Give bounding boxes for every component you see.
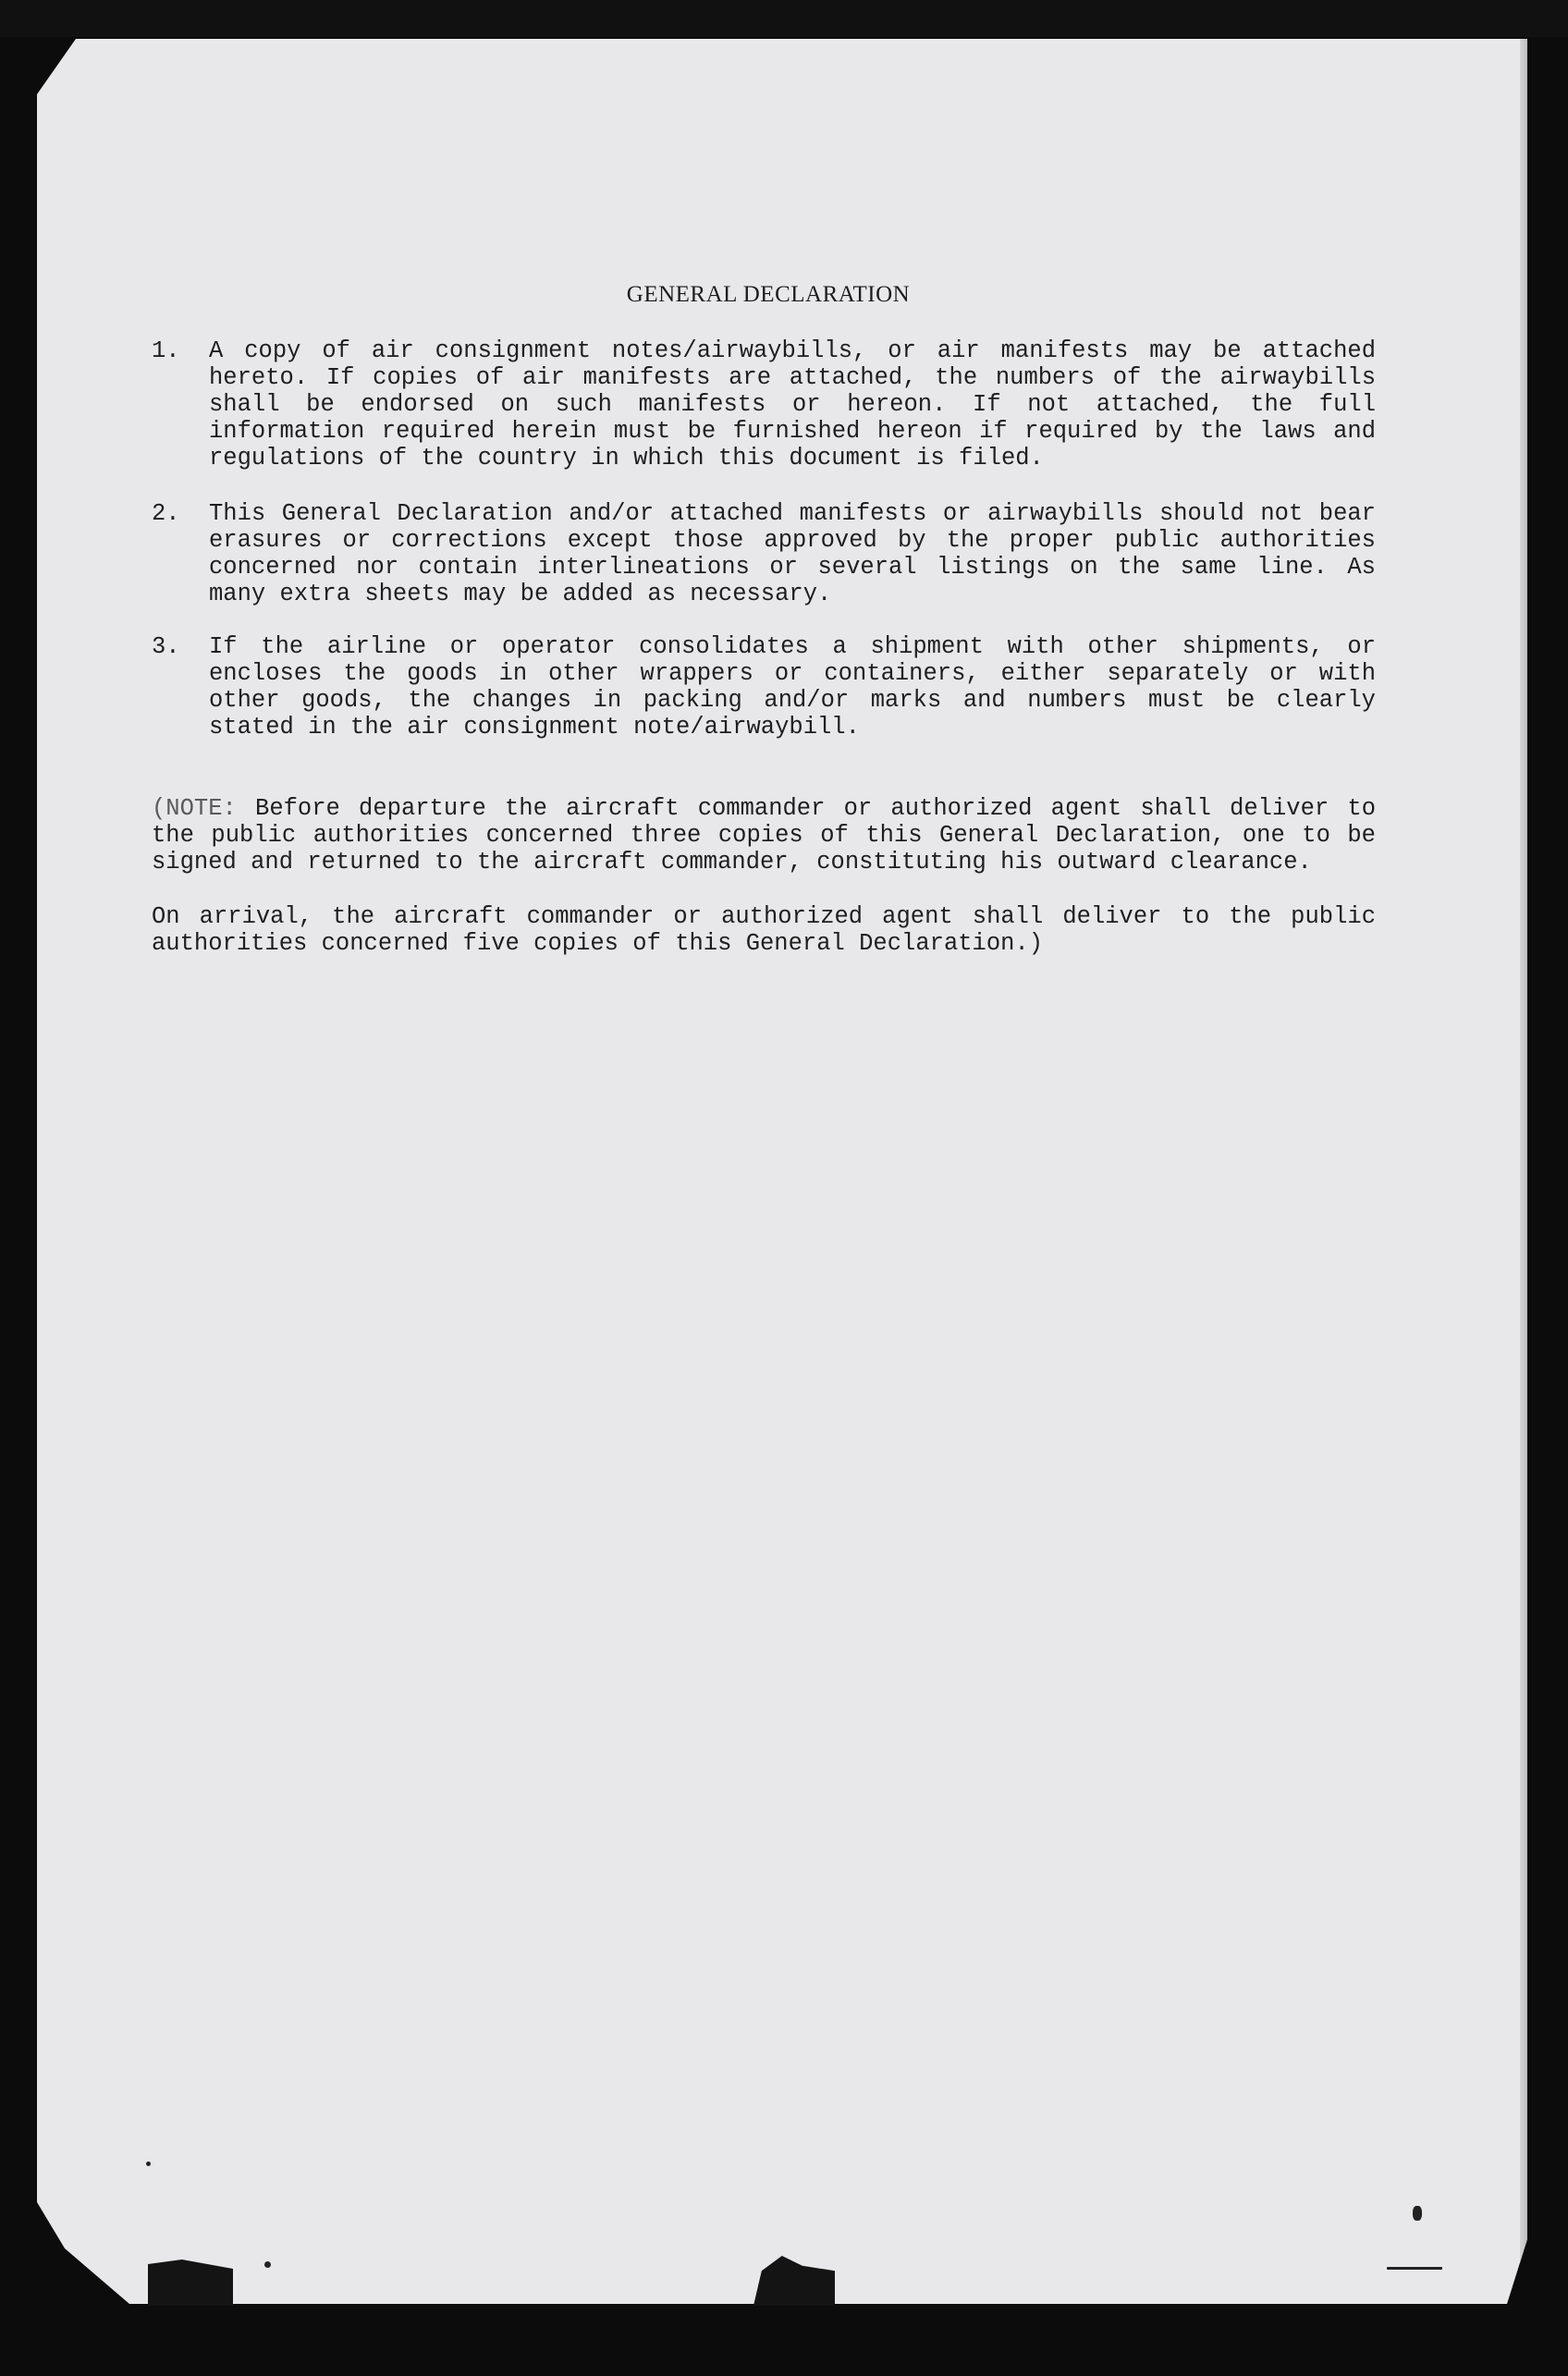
item-3-number: 3. bbox=[152, 633, 180, 660]
scan-smudge bbox=[148, 2260, 233, 2306]
item-1-text: A copy of air consignment notes/airwaybills, or air manifests may be attached hereto. If copies of air manifests are attached, the numbers of the airwaybills shall be endorsed on such manifests or hereon. If not attached, the full information required herein must be furnished hereon if required by the laws and regulations of the country in which this document is filed. bbox=[209, 337, 1376, 472]
item-2-text: This General Declaration and/or attached manifests or airwaybills should not bear erasures or corrections except those approved by the proper public authorities concerned nor contain interlineations or several listings on the same line. As many extra sheets may be added as necessary. bbox=[209, 500, 1376, 607]
item-1-number: 1. bbox=[152, 337, 180, 364]
scan-border bbox=[0, 0, 1568, 37]
scan-speck bbox=[264, 2261, 271, 2268]
item-2-number: 2. bbox=[152, 500, 180, 527]
document-title: GENERAL DECLARATION bbox=[626, 282, 911, 307]
scan-speck bbox=[1387, 2267, 1442, 2270]
note-text: Before departure the aircraft commander or authorized agent shall deliver to the public authorities concerned three copies of this General Declaration, one to be signed and returned to the aircraft commander, constituting his outward clearance. bbox=[152, 795, 1376, 876]
arrival-note: On arrival, the aircraft commander or authorized agent shall deliver to the public authorities concerned five copies of this General Declaration.) bbox=[152, 903, 1376, 957]
departure-note bbox=[152, 795, 1376, 876]
scan-speck bbox=[146, 2162, 151, 2166]
note-lead: (NOTE: bbox=[152, 795, 237, 822]
item-3-text: If the airline or operator consolidates a shipment with other shipments, or encloses the goods in other wrappers or containers, either separately or with other goods, the changes in packing and/or marks and numbers must be clearly stated in the air consignment note/airwaybill. bbox=[209, 633, 1376, 741]
scan-speck bbox=[1413, 2206, 1422, 2221]
